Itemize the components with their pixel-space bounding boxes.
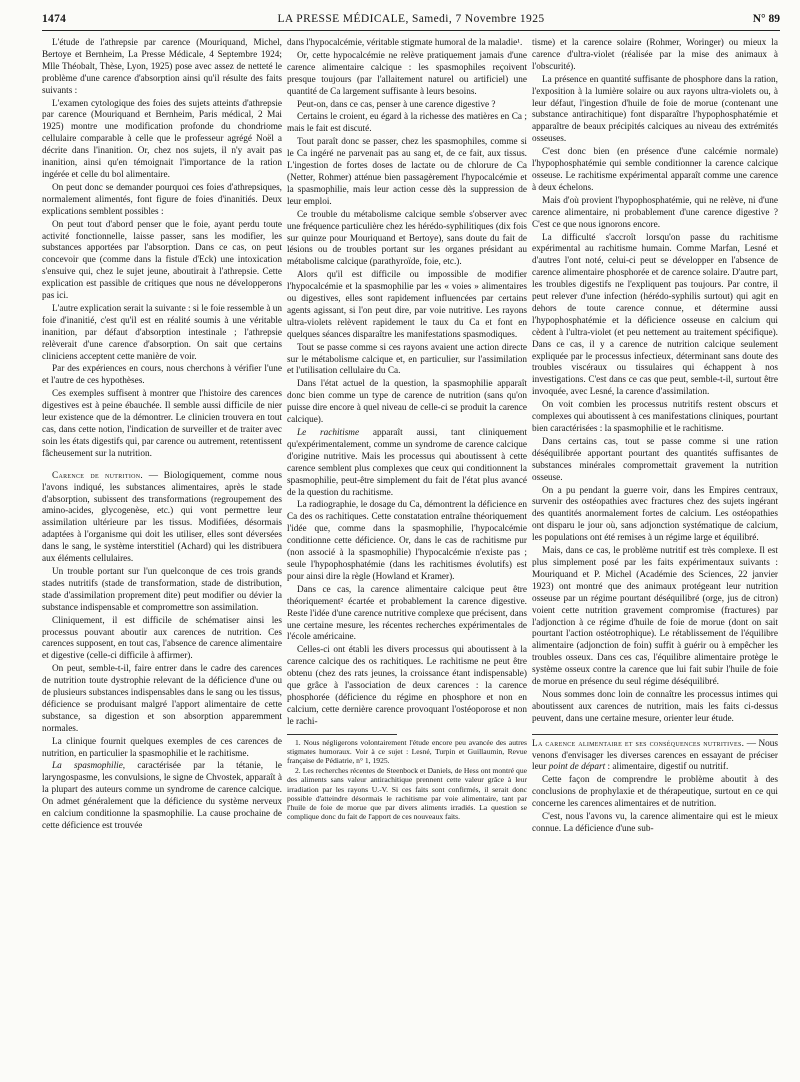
paragraph: La clinique fournit quelques exemples de ces carences de nutrition, en particulier la spasmophilie et le rachitisme. <box>42 736 282 759</box>
paragraph: La présence en quantité suffisante de phosphore dans la ration, l'exposition à la lumière solaire ou aux rayons ultra-violets ou, à leur défaut, l'ingestion d'huile de foie de morue (contenant une substance antirachitique) font disparaître l'hypophosphatémie et apparaître de beaux précipités calciques au niveau des extrémités osseuses. <box>532 74 778 145</box>
column-2 <box>287 38 527 1082</box>
footnote-2: 2. Les recherches récentes de Steenbock et Daniels, de Hess ont montré que des aliments sans valeur antirachitique prennent cette valeur grâce à leur irradiation par les rayons U.-V. Si ces faits sont confirmés, il serait donc possible d'atteindre désormais le rachitisme par voie alimentaire, tant par l'huile de foie de morue que par divers aliments irradiés. La question se complique donc du fait de l'apport de ces nouveaux faits. <box>287 766 527 822</box>
paragraph: Un trouble portant sur l'un quelconque de ces trois grands stades nutritifs (stade de transformation, stade de distribution, stade d'assimilation proprement dite) peut modifier ou dévier la substance indispensable et compromettre son assimilation. <box>42 566 282 613</box>
section-paragraph-carence-nutrition <box>42 471 282 566</box>
paragraph: On voit combien les processus nutritifs restent obscurs et complexes qui aboutissent à ces manifestations cliniques, pourtant bien caractérisées : la spasmophilie et le rachitisme. <box>532 400 778 434</box>
issue-number: N° 89 <box>752 13 780 25</box>
paragraph: Cliniquement, il est difficile de schématiser ainsi les processus pouvant aboutir aux carences de nutrition. Ces carences supposent, en tout cas, l'absence de carence alimentaire et digestive (celle-ci difficile à affirmer). <box>42 615 282 662</box>
paragraph: Tout se passe comme si ces rayons avaient une action directe sur le métabolisme calcique et, en particulier, sur l'assimilation et l'utilisation cellulaire du Ca. <box>287 342 527 377</box>
paragraph: On peut, semble-t-il, faire entrer dans le cadre des carences de nutrition toute dystrophie relevant de la déficience d'une ou de plusieurs substances indispensables dans le sang ou les tissus, déficience se produisant malgré l'apport alimentaire de cette substance, sa digestion et son absorption apparemment normales. <box>42 664 282 734</box>
paragraph: L'étude de l'athrepsie par carence (Mouriquand, Michel, Bertoye et Bernheim, La Presse Médicale, 4 Septembre 1924; Mlle Théobalt, Thèse, Lyon, 1925) pose avec assez de netteté le problème d'une carence d'absorption ainsi qu'il résulte des faits suivants : <box>42 38 282 96</box>
paragraph-spasmophilie <box>42 761 282 832</box>
article-columns <box>42 38 780 1082</box>
paragraph: La radiographie, le dosage du Ca, démontrent la déficience en Ca des os rachitiques. Cette constatation entraîne théoriquement l'idée que, comme dans la spasmophilie, l'hypocalcémie conditionne cette déficience. Or, dans le cas de rachitisme pur (non associé à la spasmophilie) l'hypocalcémie n'existe pas ; seule l'hypophosphatémie (dans les rachitismes évolutifs) est pour ainsi dire la règle (Howland et Kramer). <box>287 500 527 582</box>
lead-term: La spasmophilie, <box>52 761 126 772</box>
paragraph: Nous sommes donc loin de connaître les processus intimes qui aboutissent aux carences de nutrition, mais les faits ci-dessus peuvent, dans une certaine mesure, orienter leur étude. <box>532 689 778 724</box>
column-1 <box>42 38 282 1082</box>
paragraph: On peut tout d'abord penser que le foie, ayant perdu toute activité fonctionnelle, laisse passer, sans les modifier, les substances apportées par l'absorption. Dans ce cas, on peut concevoir que (comme dans la fistule d'Eck) une intoxication s'ensuive qui, chez le sujet jeune, aboutirait à l'athrepsie. Cette explication est passible de critiques que nous ne développerons pas ici. <box>42 219 282 302</box>
paragraph: On peut donc se demander pourquoi ces foies d'athrepsiques, normalement alimentés, font figure de foies d'inanitiés. Deux explications semblent possibles : <box>42 182 282 217</box>
paragraph: Par des expériences en cours, nous cherchons à vérifier l'une et l'autre de ces hypothèses. <box>42 364 282 387</box>
paragraph-text: caractérisée par la tétanie, le laryngospasme, les convulsions, le signe de Chvostek, apparaît à la plupart des auteurs comme un syndrome de carence calcique. On admet généralement que la déficience du système nerveux en calcium conditionne la spasmophilie. La cause prochaine de cette déficience est trouvée <box>42 761 282 831</box>
lead-term: Le rachitisme <box>297 428 360 438</box>
paragraph: Dans ce cas, la carence alimentaire calcique peut être théoriquement² écartée et probablement la carence digestive. Reste l'idée d'une carence nutritive complexe que précisent, dans une certaine mesure, les récentes recherches expérimentales de l'école américaine. <box>287 584 527 643</box>
paragraph-text: — Nous venons d'envisager les diverses carences en essayant de préciser leur <box>532 738 778 773</box>
paragraph: Dans certains cas, tout se passe comme si une ration déséquilibrée apportant pourtant des quantités suffisantes de substances minérales compromettait gravement la nutrition osseuse. <box>532 436 778 483</box>
paragraph: Alors qu'il est difficile ou impossible de modifier l'hypocalcémie et la spasmophilie par les « voies » alimentaires ou digestives, elles sont rapidement influencées par certains agents agissant, si l'on peut dire, par voie nutritive. Les rayons ultra-violets relèvent rapidement le taux du Ca et font en quelques séances disparaître les manifestations spasmodiques. <box>287 270 527 340</box>
footnotes <box>287 738 527 822</box>
journal-title: LA PRESSE MÉDICALE, Samedi, 7 Novembre 1925 <box>277 13 545 25</box>
running-header <box>42 10 780 31</box>
paragraph: On a pu pendant la guerre voir, dans les Empires centraux, survenir des ostéopathies avec fractures chez des sujets ingérant des quantités anormalement fortes de calcium. Les ostéopathies ont disparu le jour où, sans adjonction systématique de calcium, les populations ont été remises à un régime large et équilibré. <box>532 485 778 544</box>
section-divider <box>532 734 778 735</box>
paragraph: Ces exemples suffisent à montrer que l'histoire des carences digestives est à peine ébauchée. Il semble aussi difficile de nier leur existence que de la démontrer. Le clinicien trouvera en tout cas, dans cette notion, l'indication de surveiller et de traiter avec soin les états digestifs qui, par carence ou autrement, retentissent fâcheusement sur la nutrition. <box>42 389 282 459</box>
paragraph: C'est donc bien (en présence d'une calcémie normale) l'hypophosphatémie qui semble conditionner la carence calcique osseuse. Le rachitisme expérimental apparaît comme une carence à deux échelons. <box>532 147 778 193</box>
section-paragraph-carence-alimentaire <box>532 739 778 775</box>
paragraph: C'est, nous l'avons vu, la carence alimentaire qui est le mieux connue. La déficience d'une sub- <box>532 812 778 834</box>
paragraph: Dans l'état actuel de la question, la spasmophilie apparaît donc bien comme un type de carence de nutrition (sans qu'on puisse dire encore à quel niveau de celle-ci se produit la carence calcique). <box>287 379 527 426</box>
paragraph: Peut-on, dans ce cas, penser à une carence digestive ? <box>297 99 496 110</box>
emphasis: point de départ <box>548 762 606 773</box>
paragraph-rachitisme <box>287 428 527 499</box>
paragraph-text: apparaît aussi, tant cliniquement qu'expérimentalement, comme un syndrome de carence calcique d'origine nutritive. Mais les processus qui aboutissent à cette carence semblent plus complexes que ceux qui conditionnent la spasmophilie, peut-être simplement du fait de l'état plus avancé de la question du rachitisme. <box>287 428 527 498</box>
paragraph-text: — Biologiquement, comme nous l'avons indiqué, les substances alimentaires, après le stade d'absorption, subissent des transformations (regroupement des amino-acides, glycogenèse, etc.) qui vont permettre leur assimilation ultérieure par les tissus. Modifiées, désormais adaptées à l'organisme qui doit les utiliser, elles sont déversées dans le sang, le système interstitiel (Achard) qui les distribuera aux éléments cellulaires. <box>42 470 282 565</box>
paragraph: La difficulté s'accroît lorsqu'on passe du rachitisme expérimental au rachitisme humain. Comme Marfan, Lesné et d'autres l'ont noté, celui-ci peut se développer en l'absence de carence alimentaire phosphorée et de carence solaire. D'autre part, les troubles digestifs ne l'expliquent pas toujours. Par contre, il peut relever d'une infection (hérédo-syphilis surtout) qui agit en dehors de toute carence connue, et détermine aussi l'hypophosphatémie et la déficience osseuse en calcium qui cèdent à l'ultra-violet (et peu nettement au traitement spécifique). Dans ce cas, il y a carence de nutrition calcique seulement expliquée par le processus infectieux, déterminant sans doute des troubles viscéraux ou tissulaires qui échappent à nos investigations. C'est dans ce cas que peut, semble-t-il, surtout être invoquée, avec Lesné, la carence d'assimilation. <box>532 232 778 398</box>
paragraph: Cette façon de comprendre le problème aboutit à des conclusions de prophylaxie et de thérapeutique, surtout en ce qui concerne les carences alimentaires et de nutrition. <box>532 775 778 810</box>
paragraph: tisme) et la carence solaire (Rohmer, Woringer) ou mieux la carence d'ultra-violet (réalisée par la mise des animaux à l'obscurité). <box>532 38 778 72</box>
paragraph: L'autre explication serait la suivante : si le foie ressemble à un foie d'inanitié, c'est qu'il est en réalité soumis à une véritable inanition, par défaut d'absorption intestinale ; l'athrepsie relèverait d'une carence d'absorption. On sait que certains cliniciens acceptent cette manière de voir. <box>42 303 282 362</box>
paragraph: Ce trouble du métabolisme calcique semble s'observer avec une fréquence particulière chez les hérédo-syphilitiques (dix fois sur quinze pour Mouriquand et Bertoye), sans doute du fait de lésions ou de troubles portant sur les organes présidant au métabolisme calcique (parathyroïde, foie, etc.). <box>287 209 527 268</box>
paragraph: Or, cette hypocalcémie ne relève pratiquement jamais d'une carence alimentaire calcique : les spasmophiles reçoivent presque toujours (par l'allaitement naturel ou artificiel) une quantité de Ca largement suffisante à leurs besoins. <box>287 50 527 97</box>
column-3 <box>532 38 778 1082</box>
section-heading: Carence de nutrition. <box>52 470 143 481</box>
paragraph: Mais d'où provient l'hypophosphatémie, qui ne relève, ni d'une carence alimentaire, ni probablement d'une carence digestive ? C'est ce que nous ignorons encore. <box>532 195 778 230</box>
paragraph: dans l'hypocalcémie, véritable stigmate humoral de la maladie¹. <box>287 38 523 48</box>
paragraph: Mais, dans ce cas, le problème nutritif est très complexe. Il est plus simplement posé par les faits expérimentaux suivants : Mouriquand et P. Michel (Académie des Sciences, 22 janvier 1923) ont montré que des animaux protégeant leur nutrition osseuse par un régime pourtant déséquilibré (orge, jus de citron) voient cette nutrition gravement compromise (fractures) par l'adjonction à ce régime d'huile de foie de morue (dont on sait pourtant l'action ostéotrophique). Le rétablissement de l'équilibre alimentaire (adjonction de foin) suffit à guérir ou à empêcher les troubles osseux. Dans ces cas, l'équilibre alimentaire protège le système osseux contre la carence que lui fait subir l'huile de foie de morue en présence du seul régime déséquilibré. <box>532 546 778 688</box>
footnote-1: 1. Nous négligerons volontairement l'étude encore peu avancée des autres stigmates humoraux. Voir à ce sujet : Lesné, Turpin et Guillaumin, Revue française de Pédiatrie, n° 1, 1925. <box>287 737 527 766</box>
section-heading: La carence alimentaire et ses conséquences nutritives. <box>532 738 745 749</box>
page-number: 1474 <box>42 13 67 25</box>
paragraph-text: : alimentaire, digestif ou nutritif. <box>605 762 729 773</box>
paragraph: Celles-ci ont établi les divers processus qui aboutissent à la carence calcique des os rachitiques. Le rachitisme ne peut être obtenu (chez des rats jeunes, la croissance étant indispensable) que grâce à l'association de deux carences : la carence phosphorée (déficience du régime en phosphore et non en calcium, cette dernière carence provoquant l'ostéoporose et non le rachi- <box>287 645 527 727</box>
paragraph: Tout paraît donc se passer, chez les spasmophiles, comme si le Ca ingéré ne parvenait pas au sang et, de ce fait, aux tissus. L'ingestion de fortes doses de lactate ou de chlorure de Ca (Netter, Rohmer) atténue bien passagèrement l'hypocalcémie et la spasmophilie, mais leur action cesse dès la suppression de leur emploi. <box>287 137 527 207</box>
paragraph: Certains le croient, eu égard à la richesse des matières en Ca ; mais le fait est discuté. <box>287 112 527 135</box>
paragraph: L'examen cytologique des foies des sujets atteints d'athrepsie par carence (Mouriquand et Bernheim, Paris médical, 2 Mai 1925) montre une modification profonde du chondriome cellulaire comparable à celle que le professeur agrégé Noël a décrite dans l'inanition. Or, chez nos sujets, il n'y avait pas inanition, ainsi qu'en témoignait l'importance de la ration ingérée et celle du bol alimentaire. <box>42 98 282 180</box>
